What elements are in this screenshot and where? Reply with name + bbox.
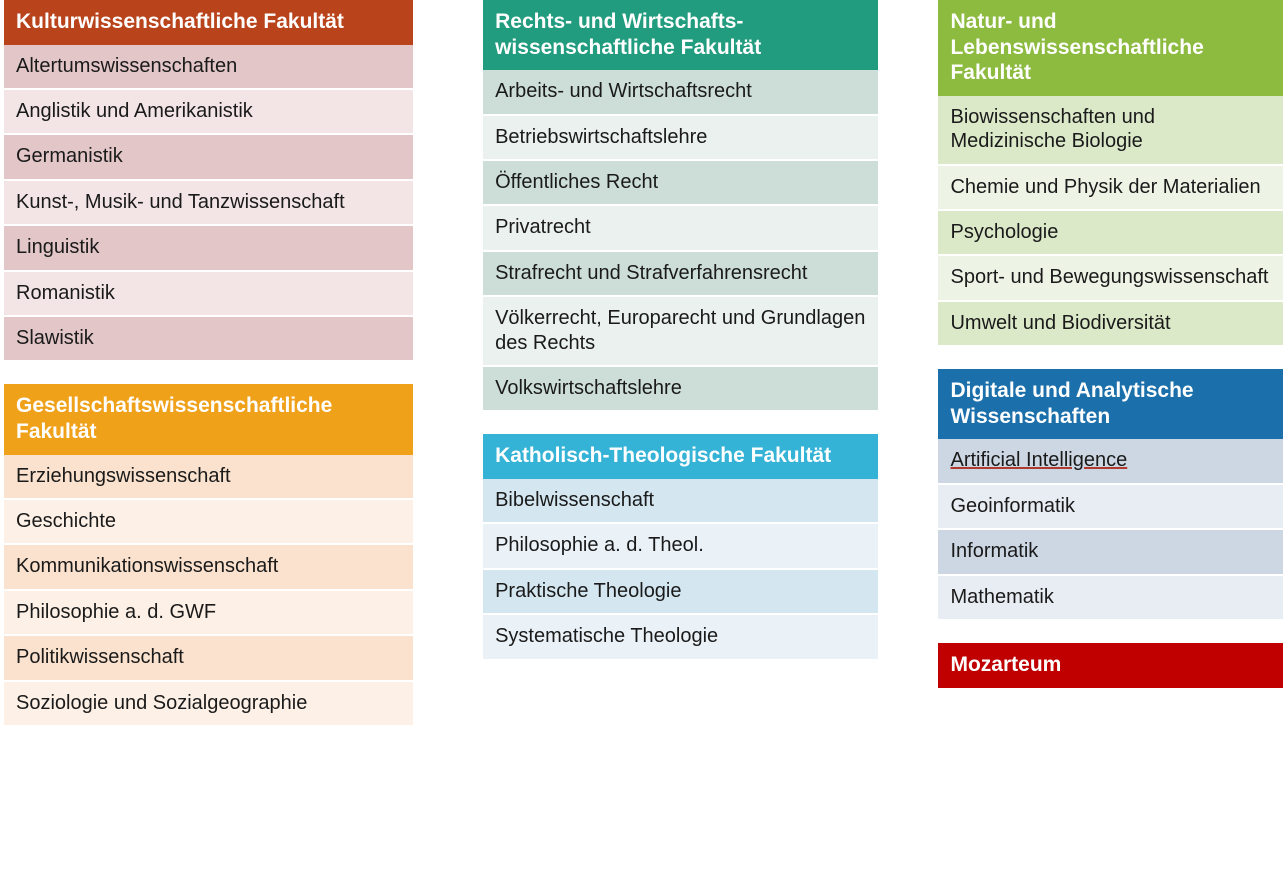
list-item[interactable]: Informatik <box>938 530 1283 575</box>
group-header-kulturwissenschaftliche-fakultaet: Kulturwissenschaftliche Fakultät <box>4 0 413 45</box>
list-item[interactable]: Philosophie a. d. Theol. <box>483 524 878 569</box>
list-item[interactable]: Systematische Theologie <box>483 615 878 658</box>
list-item[interactable]: Bibelwissenschaft <box>483 479 878 524</box>
column-left <box>4 0 413 880</box>
list-item[interactable]: Biowissenschaften und Medizinische Biologie <box>938 96 1283 166</box>
list-item[interactable]: Betriebswirtschaftslehre <box>483 116 878 161</box>
column-right <box>938 0 1283 880</box>
group-header-digitale-und-analytische-wissenschaften: Digitale und Analytische Wissenschaften <box>938 369 1283 439</box>
list-item[interactable]: Anglistik und Amerikanistik <box>4 90 413 135</box>
list-item[interactable]: Öffentliches Recht <box>483 161 878 206</box>
list-item[interactable]: Geschichte <box>4 500 413 545</box>
list-item[interactable]: Slawistik <box>4 317 413 360</box>
list-item[interactable]: Kunst-, Musik- und Tanzwissenschaft <box>4 181 413 226</box>
list-item[interactable]: Kommunikationswissenschaft <box>4 545 413 590</box>
list-item[interactable]: Volkswirtschaftslehre <box>483 367 878 410</box>
list-item[interactable]: Altertumswissenschaften <box>4 45 413 90</box>
list-item[interactable]: Praktische Theologie <box>483 570 878 615</box>
list-item[interactable]: Privatrecht <box>483 206 878 251</box>
group-gesellschaftswissenschaftliche-fakultaet <box>4 384 413 725</box>
list-item[interactable]: Arbeits- und Wirtschaftsrecht <box>483 70 878 115</box>
list-item[interactable]: Romanistik <box>4 272 413 317</box>
list-item[interactable]: Völkerrecht, Europarecht und Grundlagen des Rechts <box>483 297 878 367</box>
group-header-natur-und-lebenswissenschaftliche-fakultaet: Natur- und Lebenswissenschaftliche Fakultät <box>938 0 1283 96</box>
list-item[interactable]: Philosophie a. d. GWF <box>4 591 413 636</box>
group-header-gesellschaftswissenschaftliche-fakultaet: Gesellschaftswissenschaftliche Fakultät <box>4 384 413 454</box>
list-item[interactable]: Erziehungswissenschaft <box>4 455 413 500</box>
group-natur-und-lebenswissenschaftliche-fakultaet <box>938 0 1283 345</box>
group-digitale-und-analytische-wissenschaften <box>938 369 1283 619</box>
list-item[interactable]: Umwelt und Biodiversität <box>938 302 1283 345</box>
list-item[interactable]: Artificial Intelligence <box>938 439 1283 484</box>
group-katholisch-theologische-fakultaet <box>483 434 878 658</box>
list-item[interactable]: Strafrecht und Strafverfahrensrecht <box>483 252 878 297</box>
group-rechts-und-wirtschaftswissenschaftliche-fakultaet <box>483 0 878 410</box>
list-item[interactable]: Chemie und Physik der Materialien <box>938 166 1283 211</box>
list-item[interactable]: Geoinformatik <box>938 485 1283 530</box>
group-header-mozarteum: Mozarteum <box>938 643 1283 688</box>
group-header-rechts-und-wirtschaftswissenschaftliche-fakultaet: Rechts- und Wirtschafts- wissenschaftliche Fakultät <box>483 0 878 70</box>
group-kulturwissenschaftliche-fakultaet <box>4 0 413 360</box>
list-item[interactable]: Germanistik <box>4 135 413 180</box>
list-item[interactable]: Mathematik <box>938 576 1283 619</box>
list-item[interactable]: Politikwissenschaft <box>4 636 413 681</box>
list-item[interactable]: Psychologie <box>938 211 1283 256</box>
list-item[interactable]: Sport- und Bewegungswissenschaft <box>938 256 1283 301</box>
list-item[interactable]: Soziologie und Sozialgeographie <box>4 682 413 725</box>
list-item[interactable]: Linguistik <box>4 226 413 271</box>
group-header-katholisch-theologische-fakultaet: Katholisch-Theologische Fakultät <box>483 434 878 479</box>
column-middle <box>483 0 878 880</box>
group-mozarteum <box>938 643 1283 688</box>
